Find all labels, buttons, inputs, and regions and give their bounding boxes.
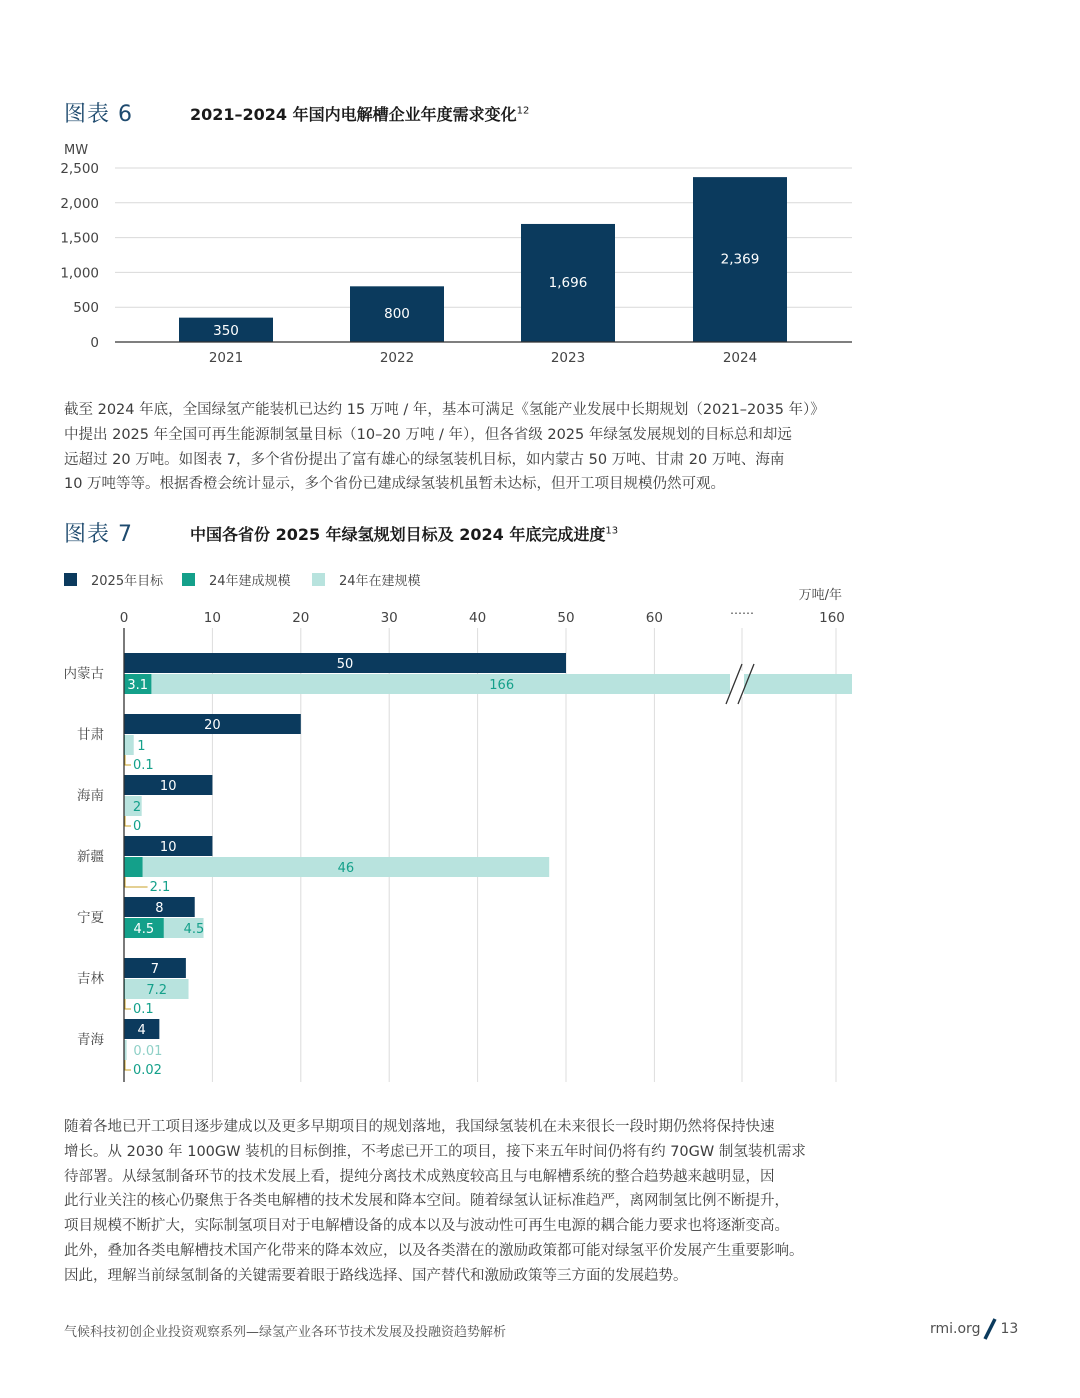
target-value-label: 10 [159, 840, 177, 855]
figure7-label: 图表 7 [64, 522, 133, 547]
figure7-note: 13 [605, 525, 619, 537]
x-tick-label: 2022 [379, 350, 415, 366]
paragraph-1 [64, 398, 864, 497]
province-label: 内蒙古 [63, 666, 104, 682]
under-construction-value-label: 46 [337, 861, 355, 876]
legend-swatch [64, 573, 77, 586]
province-label: 海南 [77, 788, 104, 804]
province-label: 甘肃 [77, 727, 104, 743]
x-tick-label: 40 [469, 610, 487, 626]
under-construction-value-label: 7.2 [146, 983, 168, 998]
built-value-label: 0.02 [133, 1063, 162, 1078]
figure6-bar-chart [0, 130, 1080, 375]
x-tick-label: 30 [380, 610, 398, 626]
paragraph-2-line: 此外，叠加各类电解槽技术国产化带来的降本效应，以及各类潜在的激励政策都可能对绿氢平价发展产生重要影响。 [64, 1242, 804, 1259]
leader-line [125, 755, 131, 765]
footer-page-number: 13 [1000, 1321, 1019, 1337]
under-construction-value-label: 166 [489, 678, 515, 693]
x-tick-label: 10 [203, 610, 221, 626]
paragraph-1-line: 10 万吨等等。根据香橙会统计显示，多个省份已建成绿氢装机虽暂未达标，但开工项目规模仍然可观。 [64, 476, 726, 493]
province-label: 青海 [77, 1032, 104, 1048]
built-value-label: 0.1 [133, 1002, 154, 1017]
leader-line [125, 999, 131, 1009]
paragraph-2-line: 随着各地已开工项目逐步建成以及更多早期项目的规划落地，我国绿氢装机在未来很长一段时期仍然将保持快速 [64, 1119, 775, 1135]
built-value-label: 0 [133, 819, 142, 834]
y-axis-unit: MW [64, 143, 89, 158]
built-value-label: 0.1 [133, 758, 154, 773]
paragraph-2-line: 因此，理解当前绿氢制备的关键需要着眼于路线选择、国产替代和激励政策等三方面的发展趋势。 [64, 1267, 688, 1284]
y-tick-label: 2,000 [60, 195, 99, 212]
under-construction-value-label: 2 [132, 800, 142, 815]
x-tick-label: 2023 [550, 350, 586, 366]
paragraph-2-line: 项目规模不断扩大，实际制氢项目对于电解槽设备的成本以及与波动性可再生电源的耦合能力要求也将逐渐变高。 [64, 1218, 789, 1235]
target-value-label: 8 [155, 901, 164, 916]
legend-label: 24年建成规模 [209, 574, 291, 589]
paragraph-1-line: 中提出 2025 年全国可再生能源制氢量目标（10–20 万吨 / 年），但各省级 2025 年绿氢发展规划的目标总和却远 [64, 426, 792, 443]
x-tick-label: 160 [819, 610, 845, 626]
x-tick-label: 20 [292, 610, 310, 626]
built-value-label: 3.1 [127, 678, 149, 693]
paragraph-2-line: 此行业关注的核心仍聚焦于各类电解槽的技术发展和降本空间。随着绿氢认证标准趋严，离网制氢比例不断提升， [64, 1193, 789, 1210]
bar-value-label: 2,369 [720, 251, 760, 268]
target-value-label: 4 [137, 1023, 146, 1038]
leader-line [125, 1060, 131, 1070]
legend-swatch [182, 573, 195, 586]
bar-built-新疆 [124, 857, 143, 877]
x-tick-label: 60 [645, 610, 663, 626]
under-construction-value-label: 0.01 [133, 1044, 163, 1059]
figure6-title [190, 102, 529, 125]
legend-swatch [312, 573, 325, 586]
built-value-label: 2.1 [149, 880, 171, 895]
x-tick-label: 0 [119, 610, 129, 626]
figure6-label: 图表 6 [64, 102, 133, 127]
paragraph-2-line: 增长。从 2030 年 100GW 装机的目标倒推，不考虑已开工的项目，接下来五年时间仍将有约 70GW 制氢装机需求 [64, 1143, 806, 1160]
figure7-title-text: 中国各省份 2025 年绿氢规划目标及 2024 年底完成进度 [190, 525, 606, 544]
built-value-label: 4.5 [133, 922, 155, 937]
province-label: 吉林 [77, 971, 104, 987]
y-tick-label: 2,500 [60, 161, 99, 177]
legend-label: 24年在建规模 [339, 574, 421, 589]
target-value-label: 7 [150, 962, 160, 977]
footer-site-link[interactable]: rmi.org [930, 1321, 981, 1337]
y-tick-label: 0 [90, 335, 99, 351]
leader-line [125, 877, 148, 887]
paragraph-2 [64, 1115, 864, 1289]
y-tick-label: 500 [73, 300, 99, 317]
figure7-title [190, 522, 618, 545]
axis-break-ellipsis: …… [730, 603, 754, 617]
figure6-note: 12 [516, 105, 530, 117]
target-value-label: 20 [204, 718, 221, 733]
under-construction-value-label: 1 [137, 739, 146, 754]
bar-value-label: 1,696 [548, 274, 588, 291]
figure7-horizontal-bar-chart [0, 560, 1080, 1085]
x-axis-unit: 万吨/年 [798, 588, 842, 603]
bar-value-label: 350 [213, 322, 239, 339]
leader-line [125, 816, 131, 826]
legend-label: 2025年目标 [91, 574, 164, 589]
target-value-label: 50 [336, 657, 354, 672]
x-tick-label: 50 [557, 610, 575, 626]
bar-value-label: 800 [384, 306, 410, 323]
province-label: 新疆 [77, 849, 104, 865]
target-value-label: 10 [159, 779, 177, 794]
figure6-title-text: 2021–2024 年国内电解槽企业年度需求变化 [190, 105, 517, 124]
slash-divider-icon [982, 1318, 998, 1340]
x-tick-label: 2021 [208, 350, 244, 366]
footer-page-info [930, 1318, 1018, 1340]
y-tick-label: 1,000 [60, 265, 99, 282]
paragraph-1-line: 远超过 20 万吨。如图表 7，多个省份提出了富有雄心的绿氢装机目标，如内蒙古 50 万吨、甘肃 20 万吨、海南 [64, 451, 785, 468]
x-tick-label: 2024 [722, 350, 758, 366]
paragraph-1-line: 截至 2024 年底，全国绿氢产能装机已达约 15 万吨 / 年，基本可满足《氢能产业发展中长期规划（2021–2035 年）》 [64, 402, 825, 418]
y-tick-label: 1,500 [60, 230, 99, 247]
footer-series-title: 气候科技初创企业投资观察系列—绿氢产业各环节技术发展及投融资趋势解析 [64, 1325, 507, 1340]
province-label: 宁夏 [77, 910, 104, 926]
paragraph-2-line: 待部署。从绿氢制备环节的技术发展上看，提纯分离技术成熟度较高且与电解槽系统的整合趋势越来越明显，因 [64, 1168, 775, 1185]
bar-under-construction-甘肃 [125, 735, 134, 755]
under-construction-value-label: 4.5 [183, 922, 205, 937]
